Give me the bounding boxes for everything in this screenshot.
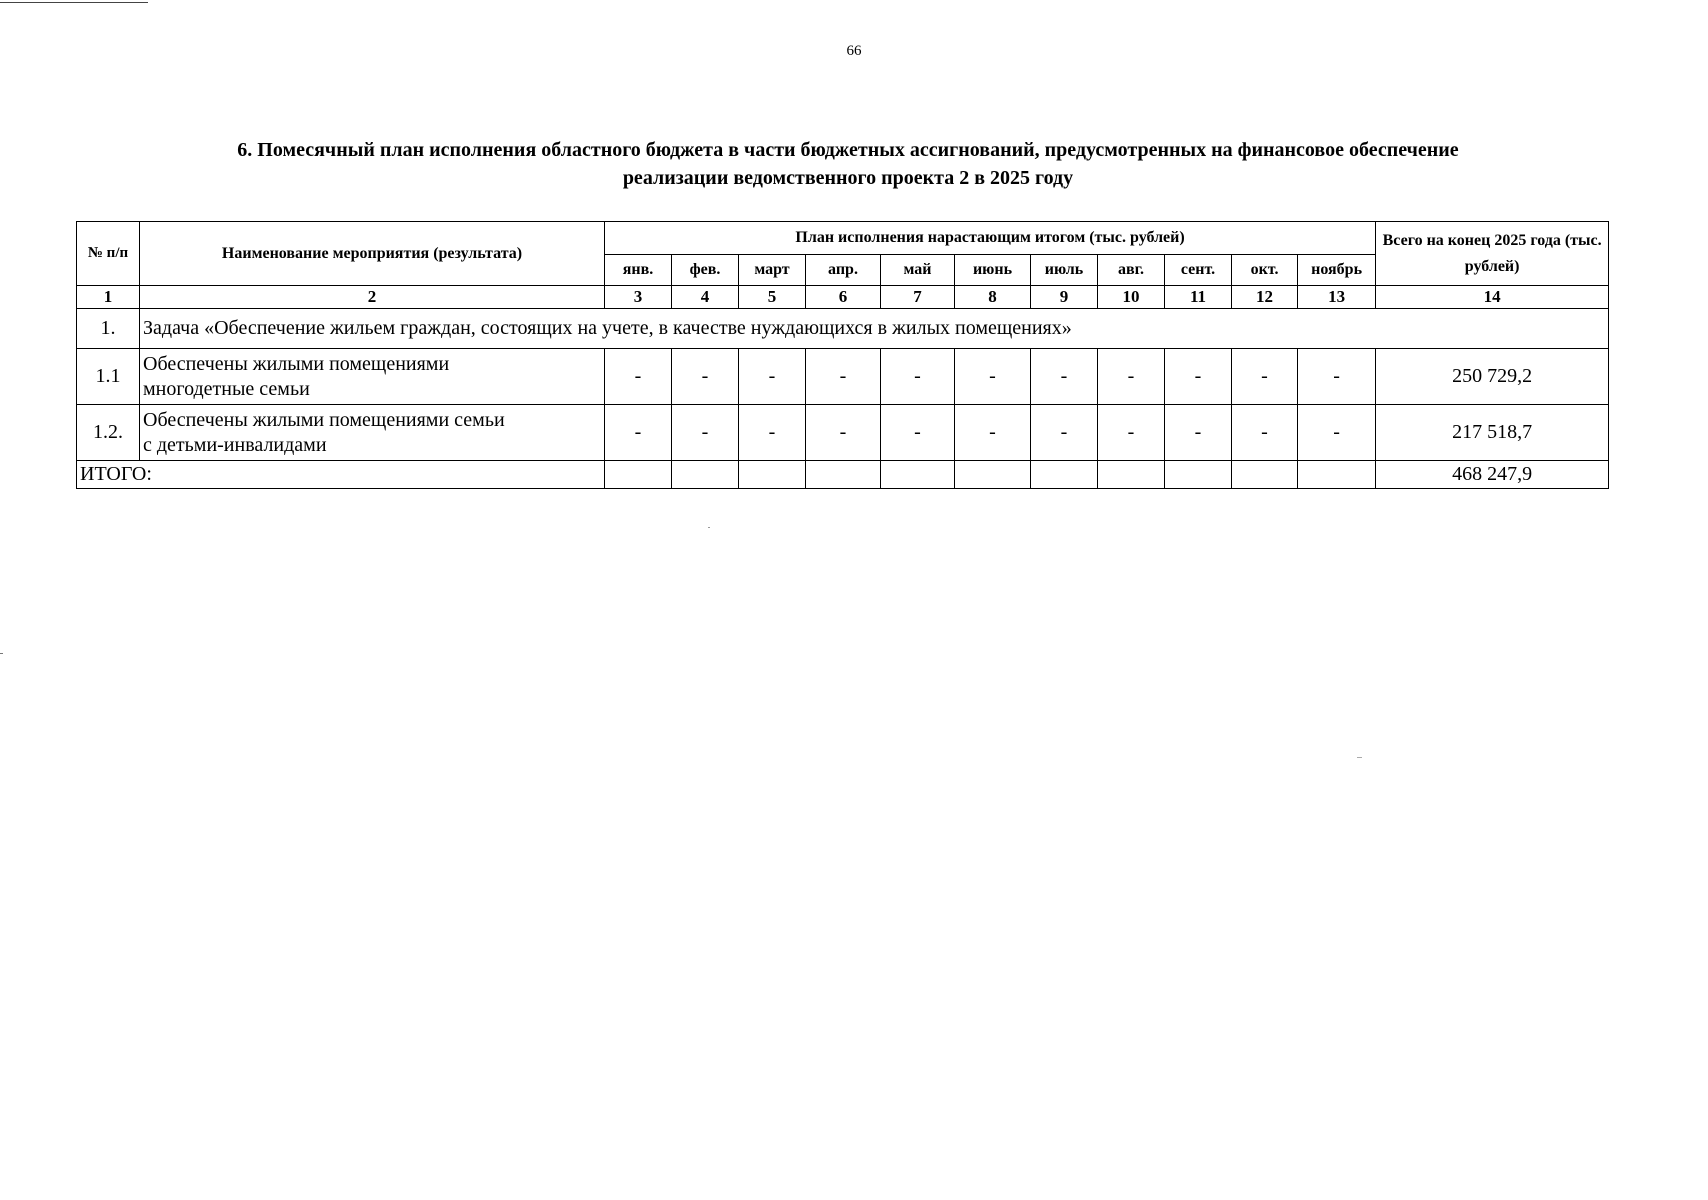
month-value: - (1098, 349, 1165, 405)
month-value: - (1165, 349, 1232, 405)
empty-cell (1232, 461, 1298, 489)
month-header: окт. (1232, 255, 1298, 286)
itogo-label: ИТОГО: (77, 461, 605, 489)
item-name (140, 349, 605, 405)
top-rule (0, 2, 148, 3)
column-number: 9 (1031, 286, 1098, 309)
header-num: № п/п (77, 222, 140, 286)
empty-cell (739, 461, 806, 489)
month-value: - (1298, 349, 1376, 405)
column-number: 13 (1298, 286, 1376, 309)
empty-cell (806, 461, 881, 489)
column-number: 14 (1376, 286, 1609, 309)
column-number: 2 (140, 286, 605, 309)
month-value: - (1232, 405, 1298, 461)
document-title (120, 136, 1576, 192)
empty-cell (1165, 461, 1232, 489)
task-row (77, 309, 1609, 349)
item-number: 1.1 (77, 349, 140, 405)
month-value: - (806, 405, 881, 461)
column-number: 4 (672, 286, 739, 309)
title-line-2: реализации ведомственного проекта 2 в 2025 году (622, 167, 1074, 189)
month-header: март (739, 255, 806, 286)
column-number: 12 (1232, 286, 1298, 309)
month-value: - (672, 405, 739, 461)
empty-cell (1298, 461, 1376, 489)
empty-cell (881, 461, 955, 489)
month-value: - (955, 349, 1031, 405)
column-number: 7 (881, 286, 955, 309)
month-header: апр. (806, 255, 881, 286)
month-value: - (739, 349, 806, 405)
month-value: - (806, 349, 881, 405)
scan-speck (708, 527, 710, 528)
month-value: - (1031, 349, 1098, 405)
empty-cell (672, 461, 739, 489)
budget-plan-table (76, 221, 1609, 489)
month-value: - (1031, 405, 1098, 461)
month-header: ноябрь (1298, 255, 1376, 286)
itogo-row (77, 461, 1609, 489)
header-total: Всего на конец 2025 года (тыс. рублей) (1376, 222, 1609, 286)
month-header: июнь (955, 255, 1031, 286)
month-value: - (672, 349, 739, 405)
column-number: 5 (739, 286, 806, 309)
item-name-line: с детьми-инвалидами (143, 433, 327, 456)
empty-cell (1031, 461, 1098, 489)
month-header: авг. (1098, 255, 1165, 286)
scan-speck (0, 653, 3, 654)
scan-speck (1357, 757, 1362, 758)
item-name-line: Обеспечены жилыми помещениями семьи (143, 408, 505, 431)
page-number: 66 (846, 43, 862, 59)
month-header: фев. (672, 255, 739, 286)
month-value: - (605, 405, 672, 461)
month-value: - (605, 349, 672, 405)
month-value: - (1298, 405, 1376, 461)
month-value: - (881, 349, 955, 405)
empty-cell (955, 461, 1031, 489)
table-row (77, 349, 1609, 405)
title-line-1: 6. Помесячный план исполнения областного бюджета в части бюджетных ассигнований, предусмотренных на финансовое обеспечение (237, 139, 1459, 161)
header-plan: План исполнения нарастающим итогом (тыс. рублей) (605, 222, 1376, 255)
column-number-row (77, 286, 1609, 309)
month-value: - (1165, 405, 1232, 461)
itogo-total: 468 247,9 (1376, 461, 1609, 489)
item-name (140, 405, 605, 461)
column-number: 3 (605, 286, 672, 309)
column-number: 6 (806, 286, 881, 309)
item-name-line: многодетные семьи (143, 377, 310, 400)
column-number: 11 (1165, 286, 1232, 309)
month-header: май (881, 255, 955, 286)
column-number: 1 (77, 286, 140, 309)
item-total: 250 729,2 (1376, 349, 1609, 405)
task-number: 1. (77, 309, 140, 349)
task-text: Задача «Обеспечение жильем граждан, состоящих на учете, в качестве нуждающихся в жилых помещениях» (140, 309, 1609, 349)
month-header: сент. (1165, 255, 1232, 286)
month-header: янв. (605, 255, 672, 286)
month-value: - (881, 405, 955, 461)
empty-cell (1098, 461, 1165, 489)
column-number: 8 (955, 286, 1031, 309)
month-value: - (1232, 349, 1298, 405)
header-row (77, 222, 1609, 255)
item-total: 217 518,7 (1376, 405, 1609, 461)
column-number: 10 (1098, 286, 1165, 309)
month-header: июль (1031, 255, 1098, 286)
month-value: - (739, 405, 806, 461)
month-value: - (955, 405, 1031, 461)
header-name: Наименование мероприятия (результата) (140, 222, 605, 286)
item-name-line: Обеспечены жилыми помещениями (143, 352, 450, 375)
empty-cell (605, 461, 672, 489)
table-row (77, 405, 1609, 461)
month-value: - (1098, 405, 1165, 461)
item-number: 1.2. (77, 405, 140, 461)
